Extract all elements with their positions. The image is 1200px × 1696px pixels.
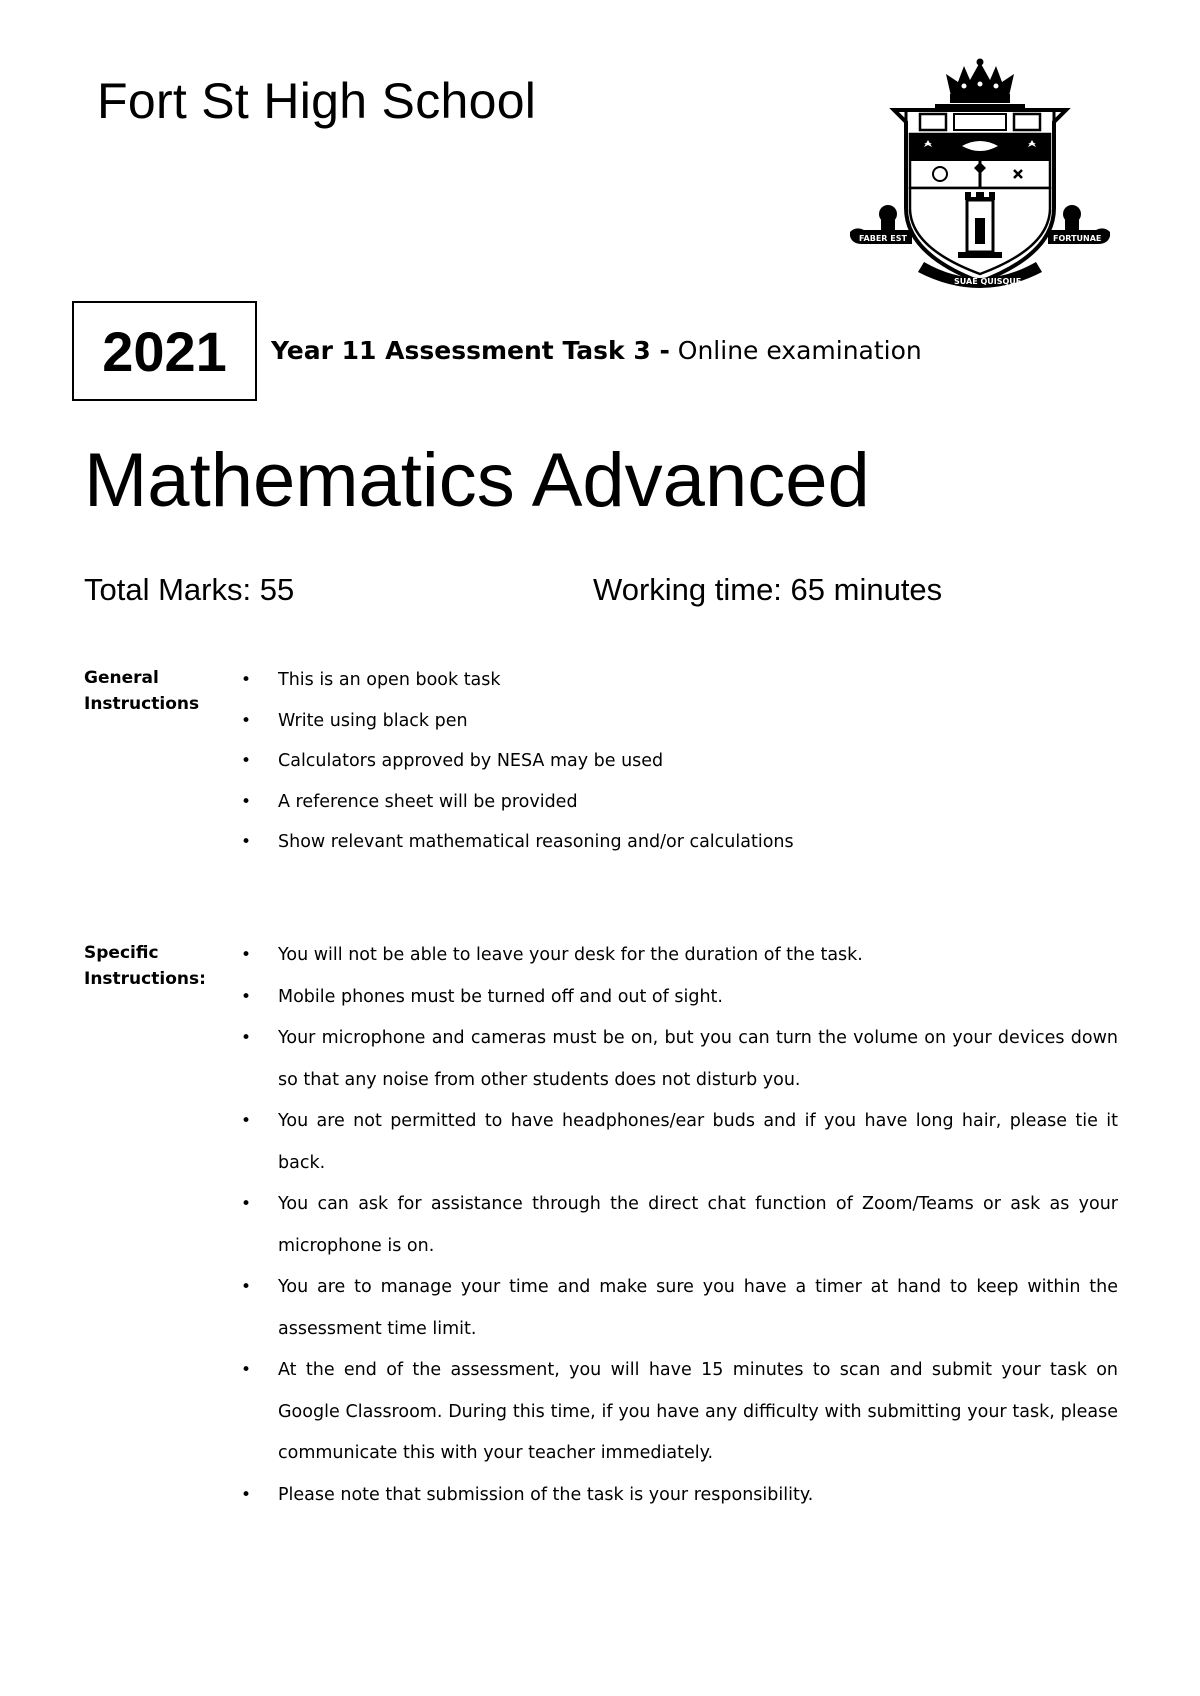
list-item: • You are not permitted to have headphones/ear buds and if you have long hair, please tie it back. [240, 1101, 1118, 1184]
list-item: • Calculators approved by NESA may be used [240, 741, 1118, 782]
task-title-plain: Online examination [669, 336, 922, 365]
shield-icon [894, 110, 1066, 282]
specific-label-line-2: Instructions: [84, 969, 206, 989]
list-item: • You can ask for assistance through the direct chat function of Zoom/Teams or ask as your microphone is on. [240, 1184, 1118, 1267]
list-item: • Write using black pen [240, 701, 1118, 742]
general-instructions-list [240, 660, 1118, 863]
task-title-bold: Year 11 Assessment Task 3 - [271, 336, 670, 365]
subject-title: Mathematics Advanced [84, 438, 870, 523]
task-title [271, 336, 922, 365]
specific-instructions-label [84, 940, 206, 992]
school-name: Fort St High School [97, 73, 537, 129]
list-item: • You will not be able to leave your desk for the duration of the task. [240, 935, 1118, 977]
list-item: • At the end of the assessment, you will have 15 minutes to scan and submit your task on Google Classroom. During this time, if you have any difficulty with submitting your task, please communicate this with your teacher immediately. [240, 1350, 1118, 1475]
school-crest-logo [850, 58, 1110, 298]
general-instructions-label [84, 665, 199, 717]
list-item: • You are to manage your time and make sure you have a timer at hand to keep within the assessment time limit. [240, 1267, 1118, 1350]
working-time: Working time: 65 minutes [593, 572, 943, 607]
motto-left: FABER EST [859, 234, 907, 243]
general-label-line-1: General [84, 668, 159, 688]
motto-right: FORTUNAE [1053, 234, 1102, 243]
list-item: • Your microphone and cameras must be on, but you can turn the volume on your devices down so that any noise from other students does not disturb you. [240, 1018, 1118, 1101]
year-box: 2021 [72, 301, 257, 401]
specific-instructions-list [240, 935, 1118, 1516]
list-item: • Show relevant mathematical reasoning and/or calculations [240, 822, 1118, 863]
total-marks: Total Marks: 55 [84, 572, 295, 607]
list-item: • Mobile phones must be turned off and out of sight. [240, 977, 1118, 1019]
list-item: • Please note that submission of the task is your responsibility. [240, 1475, 1118, 1517]
motto-bottom: SUAE QUISQUE [954, 277, 1022, 286]
list-item: • This is an open book task [240, 660, 1118, 701]
crown-icon [946, 59, 1014, 104]
specific-label-line-1: Specific [84, 943, 159, 963]
general-label-line-2: Instructions [84, 694, 200, 714]
list-item: • A reference sheet will be provided [240, 782, 1118, 823]
